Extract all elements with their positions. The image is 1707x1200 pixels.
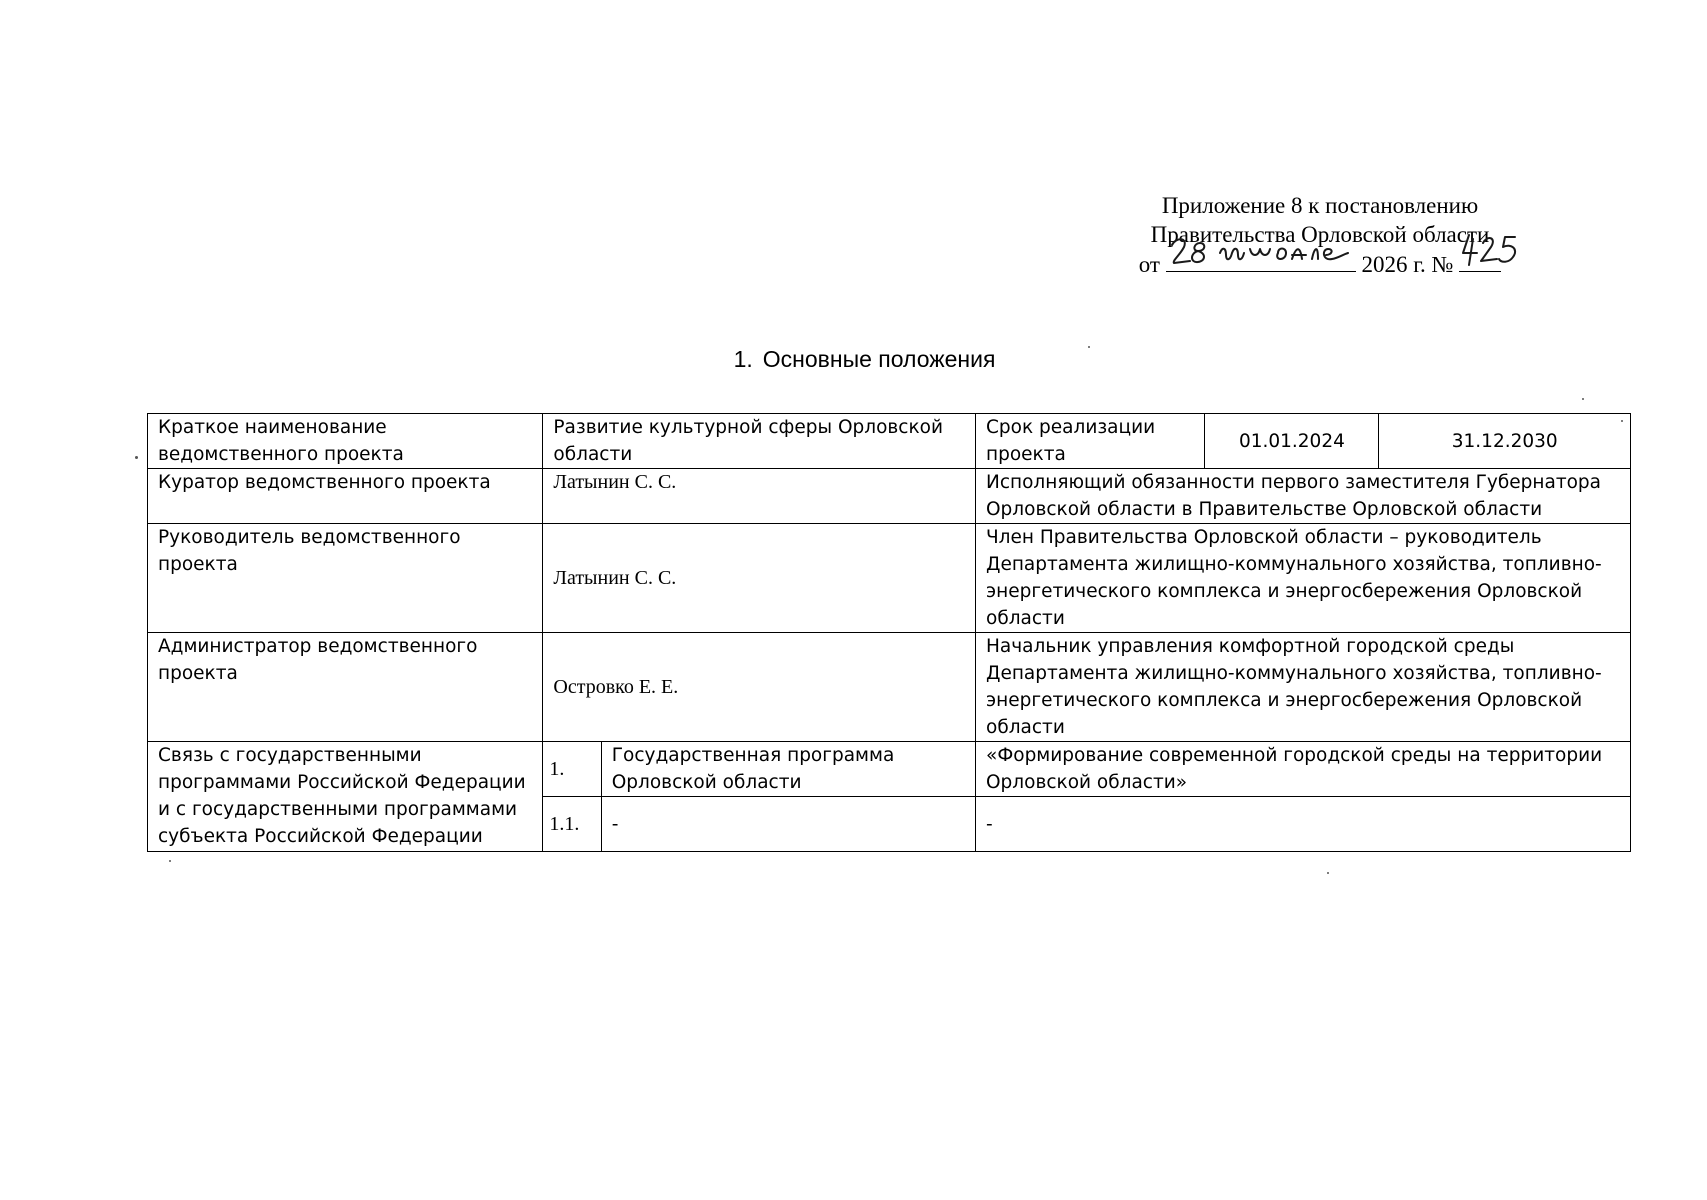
table-row	[148, 524, 1631, 633]
project-end-date: 31.12.2030	[1379, 414, 1631, 469]
section-title-text: Основные положения	[762, 346, 996, 372]
curator-label: Куратор ведомственного проекта	[148, 469, 543, 524]
administrator-label: Администратор ведомственного проекта	[148, 633, 543, 742]
scan-speck	[135, 456, 138, 459]
scan-speck	[1621, 420, 1623, 422]
curator-position: Исполняющий обязанности первого заместителя Губернатора Орловской области в Правительстве Орловской области	[976, 469, 1631, 524]
handwritten-date-field	[1166, 249, 1356, 272]
appendix-line-1: Приложение 8 к постановлению	[1161, 193, 1479, 218]
project-term-label: Срок реализации проекта	[976, 414, 1205, 469]
administrator-position: Начальник управления комфортной городской среды Департамента жилищно-коммунального хозяйства, топливно-энергетического комплекса и энергосбережения Орловской области	[976, 633, 1631, 742]
head-position: Член Правительства Орловской области – руководитель Департамента жилищно-коммунального хозяйства, топливно-энергетического комплекса и энергосбережения Орловской области	[976, 524, 1631, 633]
section-title	[0, 346, 1707, 373]
program-name: «Формирование современной городской среды на территории Орловской области»	[976, 742, 1631, 797]
date-prefix: от	[1138, 252, 1160, 277]
program-number: 1.	[543, 742, 601, 797]
handwritten-number-field	[1459, 249, 1501, 272]
head-name: Латынин С. С.	[543, 524, 976, 633]
appendix-line-2: Правительства Орловской области	[1150, 222, 1490, 247]
program-name: -	[976, 797, 1631, 852]
table-row	[148, 633, 1631, 742]
scan-speck	[1582, 398, 1584, 400]
main-provisions-table	[147, 413, 1631, 852]
project-short-name-label: Краткое наименование ведомственного проекта	[148, 414, 543, 469]
administrator-name: Островко Е. Е.	[543, 633, 976, 742]
program-type: -	[601, 797, 975, 852]
appendix-header	[1100, 191, 1540, 279]
project-short-name-value: Развитие культурной сферы Орловской области	[543, 414, 976, 469]
head-label: Руководитель ведомственного проекта	[148, 524, 543, 633]
program-type: Государственная программа Орловской области	[601, 742, 975, 797]
handwritten-date-signature	[1166, 231, 1356, 271]
program-number: 1.1.	[543, 797, 601, 852]
scan-speck	[169, 860, 171, 862]
table-row	[148, 414, 1631, 469]
appendix-line-3	[1100, 249, 1540, 279]
table-row	[148, 742, 1631, 797]
project-start-date: 01.01.2024	[1205, 414, 1379, 469]
scan-speck	[1327, 872, 1329, 874]
programs-link-label: Связь с государственными программами Российской Федерации и с государственными программами субъекта Российской Федерации	[148, 742, 543, 852]
table-row	[148, 469, 1631, 524]
curator-name: Латынин С. С.	[543, 469, 976, 524]
year-and-number-prefix: 2026 г. №	[1361, 252, 1454, 277]
scan-speck	[1088, 346, 1090, 348]
handwritten-number-signature	[1459, 231, 1539, 271]
section-number: 1.	[733, 346, 753, 372]
